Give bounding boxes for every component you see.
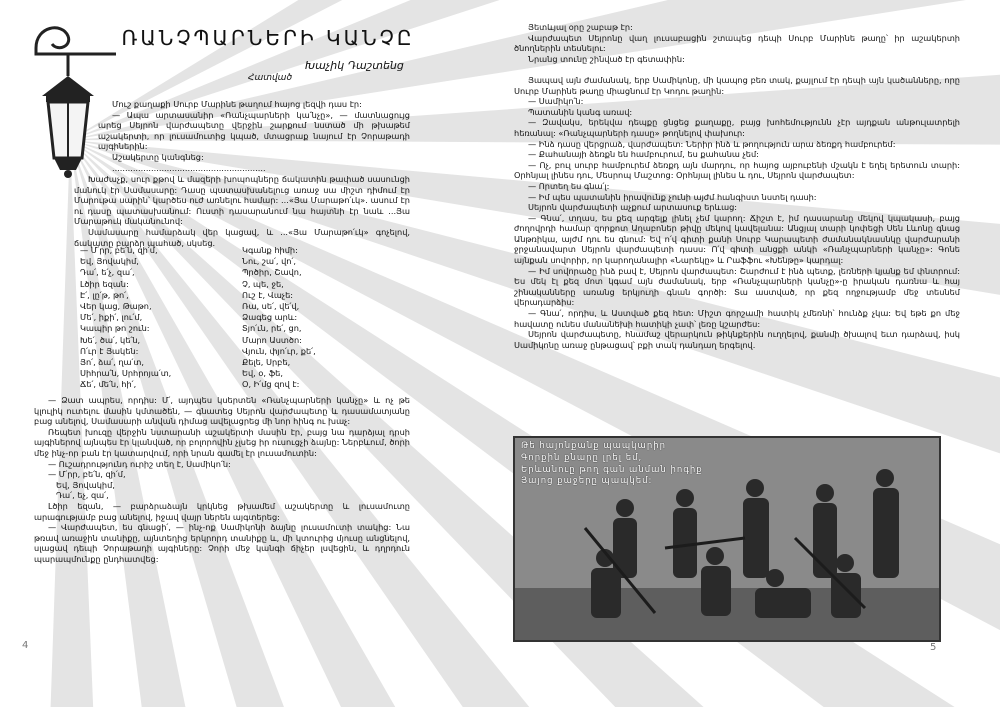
poem-line: Չ, պե, ջե,	[242, 278, 284, 289]
paragraph: — Սամիկո՛ն:	[528, 96, 584, 107]
poem-line: Մարո Աստծո:	[242, 334, 302, 345]
caption-line: Երևանուը թող գան անման իոգիք	[521, 464, 703, 475]
paragraph: Վարժապետ Սեյրոնը վաղ լուսաբացին շտապեց դեպի Սուրբ Մարինե թաղը՝ իր աշակերտի ծնողներին տեսնելու:	[514, 32, 960, 54]
poem-line: Յո՛, ձա՛, ղա՛տ,	[80, 357, 145, 368]
paragraph: Սեյրոն վարժապետը, հնամաշ վերարկուն թիկնքերին ուղղելով, քանմի ծխալով եւտ դարձավ, իսկ Սամիկոնը առաջ ընթացավ՝ բքի տակ դանդաղ երգելով.	[514, 329, 960, 350]
poem-line: Մե՛, իքի՛, լու՛մ,	[80, 312, 143, 323]
paragraph: — Որտեղ ես գնա՛լ:	[528, 180, 610, 191]
poem-line: Է՛, լը՛թ, թո՛,	[80, 289, 129, 300]
paragraph: — Գնա՛, որդիս, և Աստված քեզ հետ: Միշտ գորշամի հատիկ չմեռնի՝ հունձք չկա: Եվ եթե քո մեջ հավատը ունես մանանեխի հատիկի չափ՝ լեռը կշարժես:	[514, 308, 960, 329]
paragraph: Յետևյալ օրը շաբաթ էր:	[528, 22, 633, 32]
poem-line: Վյուն, փյո՛ւր, քե՛,	[242, 345, 316, 356]
story-author: Խաչիկ Դաշտենց	[305, 59, 404, 72]
right-page-text	[514, 22, 960, 350]
paragraph: — Ինձ դասը վերցրաձ, վարժապետ: Ներիր ինձ և թողություն արա ձեռքդ համբուրեմ:	[528, 138, 896, 149]
poem-line: Սիհրա՛ն, Սրհրոյա՛տ,	[80, 368, 172, 379]
paragraph: — Վարժապետ, ես գնացի՛, — ինչ-ոք Սամիկոնի ձայնը լուսամուտի տակից: Նա թռավ առաջին տանիքը, այնտեղից երկրորդ տանիքը և, մի կտուրից մյուսը անցնելով, սլացավ դեպի Չորաթադի այգիները: Չորի մեջ կանգի ճիչեր լսվեցին, և դղրդուն պարապմունքը ընդհատվեց:	[34, 522, 410, 564]
paragraph: Սեյրոն վարժապետի աչքում արտասուք երևաց:	[528, 202, 738, 213]
poem-line: Ձագեց արև:	[242, 312, 298, 323]
story-title: ՌԱՆՉՊԱՐՆԵՐԻ ԿԱՆՉԸ	[121, 26, 415, 50]
poem-line: Կգանք հիմի:	[242, 245, 298, 255]
poem-column-1	[80, 245, 171, 391]
caption-line: Թե հայոնքանք պապկարիր	[521, 441, 666, 451]
paragraph: Մուշ քաղաքի Սուրբ Մարինե թաղում հայոց լեզվի դաս էր:	[112, 99, 362, 109]
page-number: 4	[22, 640, 29, 651]
poem-line: Ուշ է, Վաչե:	[242, 289, 294, 300]
intro-text	[98, 99, 410, 173]
paragraph: Նրանց տունը շինված էր գետափին:	[528, 53, 685, 64]
paragraph: Պատանին կանգ առավ:	[528, 106, 633, 117]
poem-line: Եվ, օ, ֆե,	[242, 368, 283, 379]
intro-text-cont	[74, 174, 410, 248]
poem-column-2	[242, 245, 316, 391]
caption-line: Յայոց քաջերը պապկեմ:	[521, 476, 653, 487]
paragraph: Եվ, Յովակիմ,	[56, 479, 115, 490]
paragraph: — Մ՛րր, բե՛ն, զի՛մ,	[48, 469, 126, 480]
paragraph: — Ապա արտասանիր «Ռանչպարների կա՛նչը», — մատնացույց արեց Սեյրոն վարժապետը վերջին շարքում նստած մի թխաթեմ աշակերտի, որ լուսամուտից կպած, մտացրաք նայում էր Չորաթադի այգիներին:	[98, 109, 410, 152]
paragraph: Խաժաչք, սուր քթով և մազերի խոպոպները ճակատին թափած սասունցի մանուկ էր Սամասարը: Դասը պատասխանելուց առաջ սա միշտ դիմում էր Մարութա սարին՝ կարծես ուժ առնելու համար: ...«Յա Մարաթո՛ւկ». ասում էր ու դասը պատասխանում: Ուստի դասարանում նա հայտնի էր նաև ...Յա Մարաթուկ մականունով:	[74, 174, 410, 227]
poem-line: Լծիր եզան:	[80, 278, 129, 289]
poem-line: Նու, շա՛, վո՛,	[242, 256, 297, 267]
poem-line: Ռա, սե՛, վե՛վ,	[242, 301, 300, 312]
story-text-2	[34, 395, 410, 565]
paragraph: Լծիր եզան, — բարձրաձայն կրկնեց թխամեմ աշակերտը և լուսամուտը արագությամբ բաց անելով, իջավ վայր ներեն այգտերեց:	[34, 500, 410, 522]
paragraph: — Զավակս, երեկվա դեպքը ցնցեց քաղաքը, բայց խոհեմությունն չէր այդքան անթուլատրելի հեռանալ: «Ռանչպարների դասը» թողնելով փախուր:	[514, 117, 960, 138]
poem-line: Եվ, Յովակիմ,	[80, 256, 139, 267]
poem-line: Քելե, Սրբե,	[242, 357, 291, 368]
paragraph: Աշակերտը կանգնեց:	[112, 151, 204, 162]
paragraph: — Իմ սովորածը ինձ բավ է, Սեյրոն վարժապետ: Շարժում է ինձ պետք, լեռների կյանք եմ փնտրում: Ես մեկ էլ քեզ մոտ կգամ այն ժամանակ, երբ «Ռանչպարների կանչը»-ը իրական դառնա և հայ շինականները առանց երկյուղի գնան գործի: Տա աստված, որ քեզ ողջությամբ մեջ տեսնեմ վերադարձիս:	[514, 265, 960, 308]
poem-line: Վեր կաց, Թաթո,	[80, 301, 152, 312]
paragraph: — Գնա՛, տղաս, ես քեզ արգելք լինել չեմ կարող: Ճիշտ է, իմ դասարանը մեկով կպակասի, բայց ժողովրդի համար զորքոտ Աղաբոներ թիվը մեկով կավելանա: Անցյալ տարի կոփեցի Սեն Լևոնը գնաց Անթռիկա, այժմ դու ես գնում: Եվ ո՛վ գիտի քանի Սուրբ Կարապետի ժամանակնասնկը վարժարանի ջրջանավարտ Սեյրոն վարժապետի դասս: Ո՛վ գիտի անցքի անկի «Ռանչպարների կանչը»: Գոնե այնքան սովորիր, որ կարողանալիր «Նարեկը» և Րաֆֆու «Խենթը» կարդալ:	[514, 212, 960, 266]
paragraph: Ռեպետ խուզը վերջին նստարանի աշակերտի մասին էր, բայց նա դարձյալ դրսի այգիներով այնպես էր կլանված, որ բոլորովին չլսեց իր ուսուցչի ձայնը: Ներբևում, ծորի մեջ ինչ-որ բան էր կատարվում, որի նրան գամել էր լուսամուտին:	[34, 426, 410, 458]
paragraph: — Իմ պես պատանին իրավունք չունի այժմ հանգիստ նստել դասի:	[528, 191, 817, 202]
poem-line: Ո՛ւր է Յակեն:	[80, 345, 139, 356]
paragraph: — Քահանայի ձեռքն են համբուրում, ես քահանա չեմ:	[528, 149, 759, 160]
poem-line: Ճե՛, մե՛ն, հի՛,	[80, 379, 137, 390]
page-number: 5	[930, 642, 937, 653]
poem-line: Պրծիր, Շավո,	[242, 267, 302, 278]
paragraph: Դա՛, եչ, զա՛,	[56, 490, 109, 501]
poem-line: Կապիր թո շուն:	[80, 323, 150, 334]
caption-line: Գորքին քնարը լրել եմ,	[521, 452, 643, 463]
poem-line: Տյո՛ւն, րե՛, ցո,	[242, 323, 302, 334]
fedayi-group-photo	[513, 436, 941, 642]
paragraph: ...........................................................	[112, 162, 266, 173]
poem-line: Օ, Ի՛մց զով է:	[242, 379, 300, 390]
story-subtitle: Հատված	[248, 73, 293, 83]
paragraph: Սամասարը համարձակ վեր կացավ, և ...«Յա Մարաթո՛ւկ» գոչելով, ճակատը բարձր պահած, սկսեց.	[74, 226, 410, 248]
paragraph: — Ուշադրությունդ ուրիշ տեղ է, Սամիկո՛ն:	[48, 458, 231, 469]
photo-caption	[521, 441, 703, 488]
paragraph: Յապավ այն ժամանակ, երբ Սամիկոնը, մի կապոց բեռ տակ, քայլում էր դեպի այն կածանները, որը Սուրբ Մարինե թաղը միացնում էր Կոդու թաղին:	[514, 74, 960, 96]
poem-line: Դա՛, ե՛չ, զա՛,	[80, 267, 135, 278]
poem-line: Խե՛, ծա՛, կե՛ն,	[80, 334, 141, 345]
paragraph	[514, 64, 960, 75]
poem-line: — Մ՛րր, բե՛ն, զի՛մ,	[80, 245, 158, 255]
paragraph: — Ձատ ապրես, որդիս: Մ՛, այդպես կսերտեն «Ռանչպարների կանչը» և ոչ թե կլուլիկ ուտելու մասին կմտածեն, — գնատեց Սեյրոն վարժապետը և դասամատյանը բաց անելով, Սամասարի անվան դիմաց ավելացրեց մի նոր հինգ ու խաչ:	[34, 395, 410, 427]
paragraph: — Ոչ, բուլ սուրբ համբուրեմ ձեռքդ այն մարդու, որ հայոց այբուբենի մշակն է եղել երետուն տարի: Օրհնյալ լինես դու, Մեսրոպ Մաշտոց: Օրհնյալ լինես և դու, Սեյրոն վարժապետ:	[514, 159, 960, 181]
